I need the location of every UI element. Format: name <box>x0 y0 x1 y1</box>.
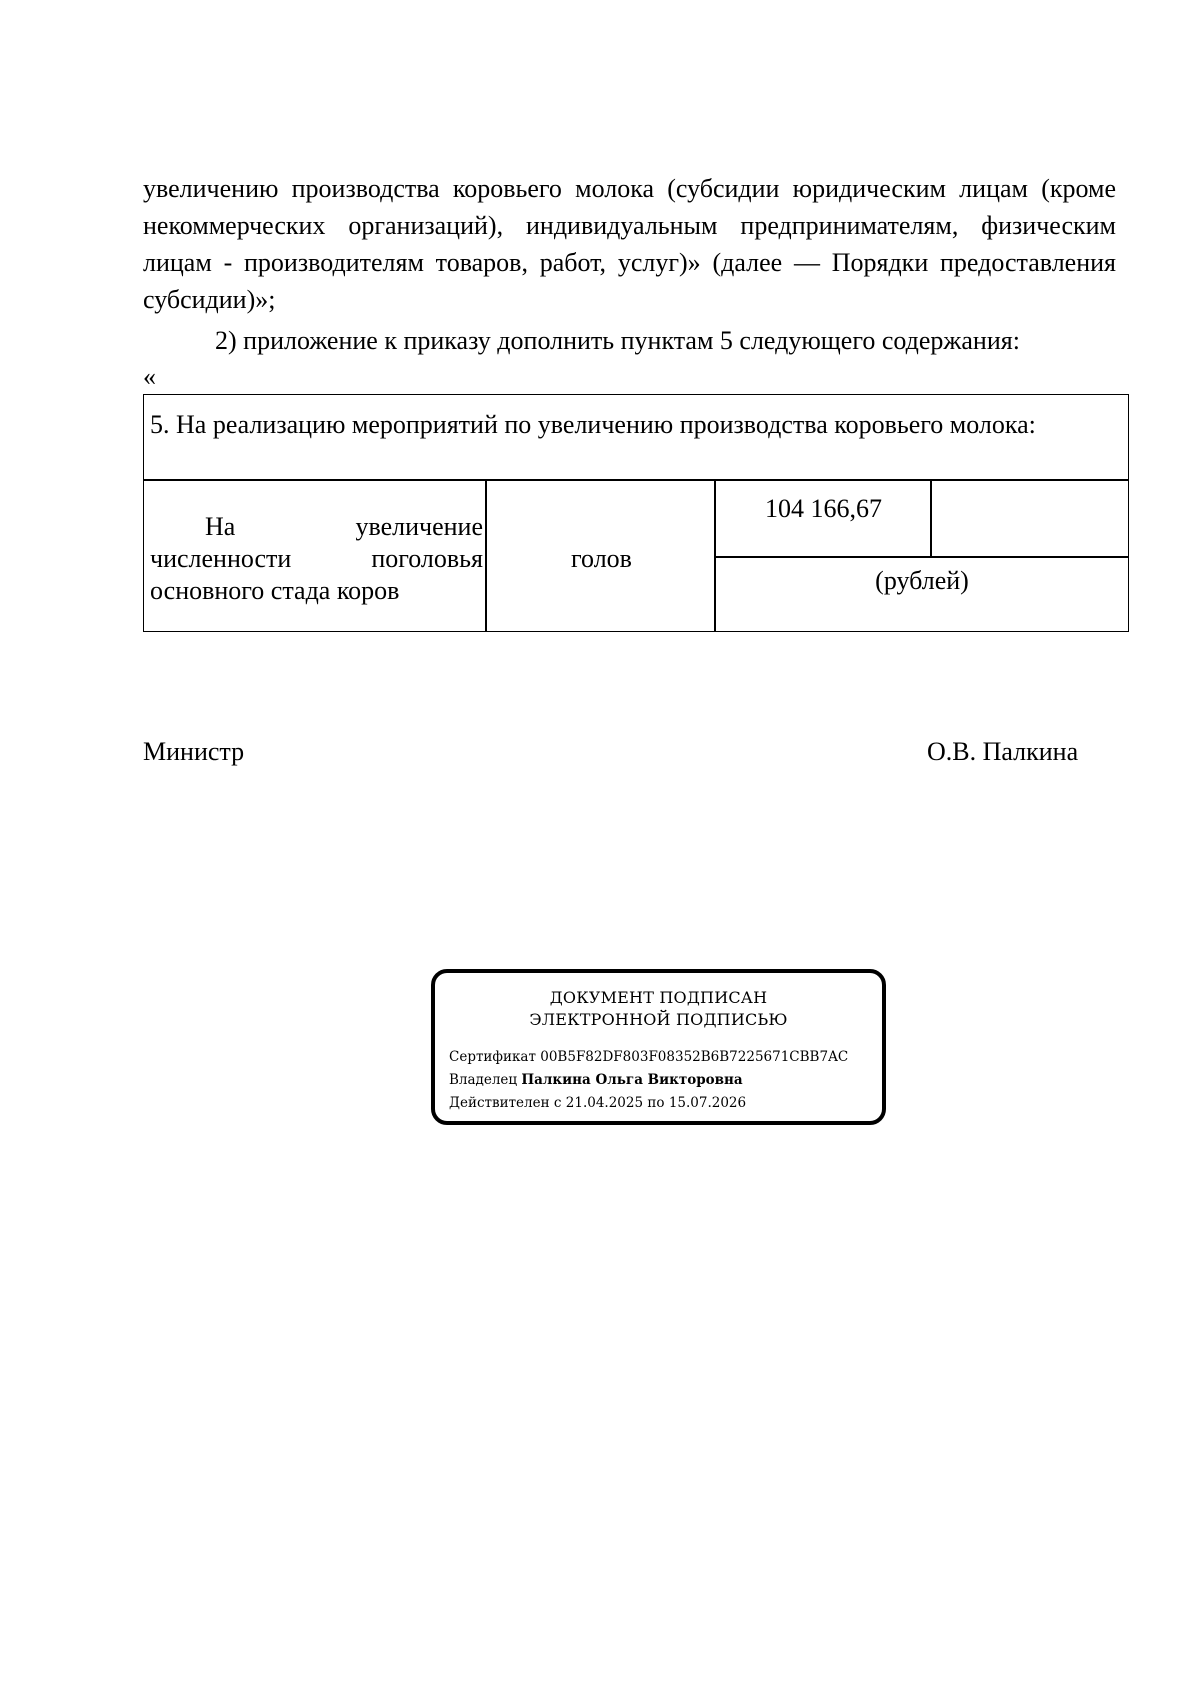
electronic-signature-stamp <box>431 969 886 1125</box>
table-amount-divider <box>714 556 1128 558</box>
stamp-owner-label: Владелец <box>449 1072 518 1088</box>
description-word-na: На <box>205 512 236 541</box>
table-amount-cell: 104 166,67 <box>765 494 882 523</box>
stamp-cert-value: 00B5F82DF803F08352B6B7225671CBB7AC <box>540 1049 849 1065</box>
stamp-cert-label: Сертификат <box>449 1049 536 1065</box>
stamp-valid-label: Действителен <box>449 1095 550 1111</box>
paragraph-subsidy-order: увеличению производства коровьего молока (субсидии юридическим лицам (кроме некоммерческих организаций), индивидуальным предпринимателям, физическим лицам - производителям товаров, работ, услуг)» (далее — Порядки предоставления субсидии)»; <box>143 174 1116 314</box>
paragraph-amendment-item-2: 2) приложение к приказу дополнить пунктам 5 следующего содержания: <box>215 326 1020 355</box>
subsidy-rate-table <box>143 394 1129 632</box>
description-line-3: основного стада коров <box>150 576 400 605</box>
signatory-title: Министр <box>143 737 245 766</box>
table-description-cell <box>150 511 483 607</box>
signatory-name: О.В. Палкина <box>927 737 1079 766</box>
description-word-livestock: поголовья <box>371 544 483 573</box>
stamp-valid-from-prefix: с <box>553 1095 562 1111</box>
description-word-increase: увеличение <box>355 512 483 541</box>
description-line-1 <box>150 511 483 543</box>
stamp-certificate-line <box>449 1048 848 1066</box>
stamp-heading-line-1: ДОКУМЕНТ ПОДПИСАН <box>549 988 768 1007</box>
stamp-valid-from: 21.04.2025 <box>565 1095 644 1111</box>
table-header-cell: 5. На реализацию мероприятий по увеличению производства коровьего молока: <box>150 410 1036 439</box>
stamp-owner-line <box>449 1071 743 1089</box>
table-header-divider <box>144 479 1128 481</box>
stamp-validity-line <box>449 1094 746 1112</box>
opening-quote: « <box>143 362 156 391</box>
stamp-heading <box>435 987 882 1031</box>
stamp-valid-to-prefix: по <box>647 1095 665 1111</box>
stamp-valid-to: 15.07.2026 <box>668 1095 747 1111</box>
table-unit-cell: голов <box>571 544 632 573</box>
stamp-heading-line-2: ЭЛЕКТРОННОЙ ПОДПИСЬЮ <box>529 1010 788 1029</box>
description-word-number: численности <box>150 544 292 573</box>
stamp-owner-value: Палкина Ольга Викторовна <box>521 1072 743 1088</box>
table-currency-cell: (рублей) <box>875 566 969 595</box>
description-line-2 <box>150 543 483 575</box>
